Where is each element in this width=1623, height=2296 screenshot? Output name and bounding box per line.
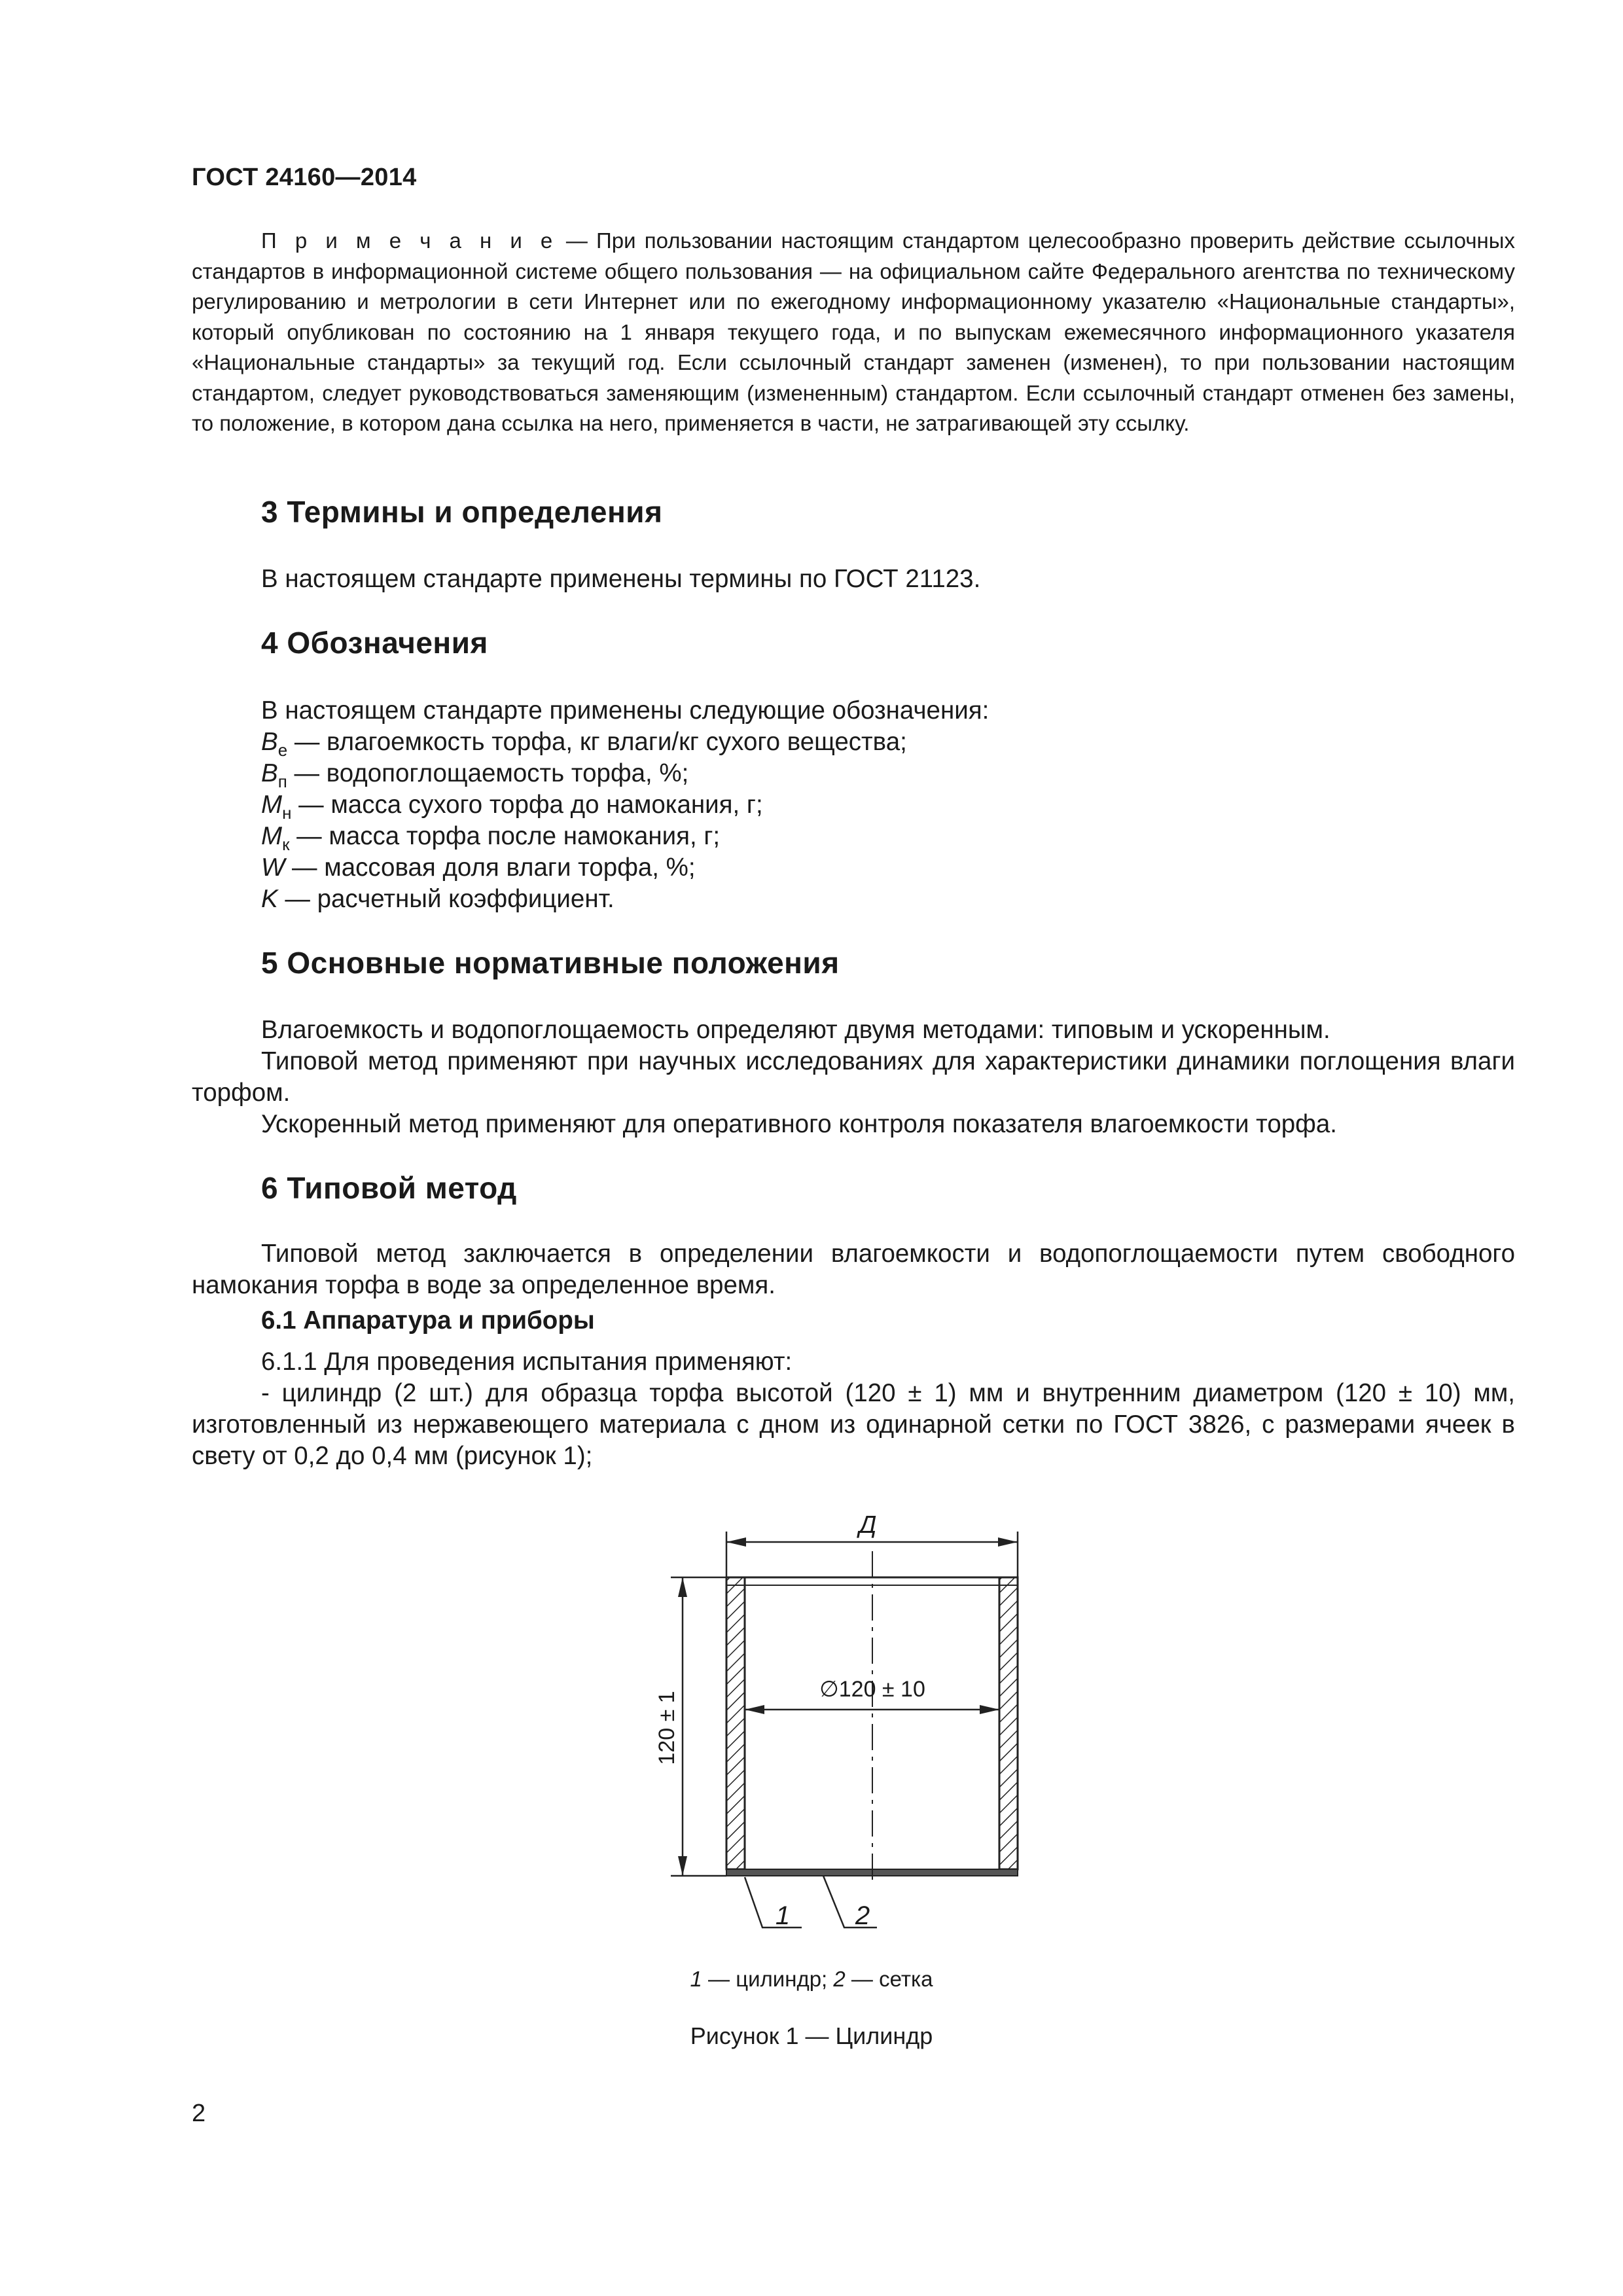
dimension-label-height: 120 ± 1 bbox=[654, 1691, 679, 1765]
cylinder-right-wall bbox=[999, 1577, 1018, 1869]
symbol-desc: — масса сухого торфа до намокания, г; bbox=[291, 791, 763, 819]
leader-label-2: 2 bbox=[855, 1901, 870, 1930]
legend-text-2: — сетка bbox=[845, 1967, 933, 1991]
section4-heading: 4 Обозначения bbox=[261, 626, 488, 660]
section5-para3: Ускоренный метод применяют для оперативного контроля показателя влагоемкости торфа. bbox=[261, 1110, 1337, 1138]
section6-para3: - цилиндр (2 шт.) для образца торфа высотой (120 ± 1) мм и внутренним диаметром (120 ± 10) мм, изготовленный из нержавеющего материала с дном из одинарной сетки по ГОСТ 3826, с размерами ячеек в свету от 0,2 до 0,4 мм (рисунок 1); bbox=[192, 1379, 1515, 1470]
symbol-line bbox=[261, 789, 763, 821]
symbol: K bbox=[261, 885, 278, 913]
section5-para2: Типовой метод применяют при научных исследованиях для характеристики динамики поглощения влаги торфом. bbox=[192, 1047, 1515, 1107]
figure-caption: Рисунок 1 — Цилиндр bbox=[690, 2022, 933, 2049]
note-paragraph bbox=[192, 226, 1515, 439]
symbol-line bbox=[261, 852, 696, 884]
cylinder-drawing bbox=[641, 1499, 1073, 1970]
section3-heading: 3 Термины и определения bbox=[261, 495, 663, 529]
section6-heading: 6 Типовой метод bbox=[261, 1171, 517, 1205]
dimension-label-diameter: ∅120 ± 10 bbox=[819, 1677, 925, 1702]
section6-para2: 6.1.1 Для проведения испытания применяют: bbox=[261, 1348, 793, 1376]
figure-legend bbox=[0, 1967, 1623, 1992]
section3-text: В настоящем стандарте применены термины по ГОСТ 21123. bbox=[261, 565, 981, 593]
section5-para1: Влагоемкость и водопоглощаемость определяют двумя методами: типовым и ускоренным. bbox=[261, 1016, 1330, 1044]
symbol-subscript: н bbox=[282, 803, 292, 823]
subsection-heading: 6.1 Аппаратура и приборы bbox=[261, 1306, 595, 1335]
symbol-subscript: e bbox=[277, 740, 288, 760]
symbol: M bbox=[261, 791, 283, 819]
symbol-desc: — расчетный коэффициент. bbox=[277, 885, 615, 913]
symbol: M bbox=[261, 822, 283, 850]
legend-num-2: 2 bbox=[833, 1967, 846, 1991]
symbol-line bbox=[261, 726, 907, 758]
leader-label-1: 1 bbox=[775, 1901, 791, 1930]
document-header: ГОСТ 24160—2014 bbox=[192, 164, 417, 191]
symbol-line bbox=[261, 821, 720, 852]
section5-heading: 5 Основные нормативные положения bbox=[261, 946, 840, 980]
symbol-subscript: к bbox=[282, 834, 290, 854]
symbol-desc: — влагоемкость торфа, кг влаги/кг сухого вещества; bbox=[287, 728, 907, 756]
symbol-line bbox=[261, 884, 615, 915]
section4-intro: В настоящем стандарте применены следующие обозначения: bbox=[261, 696, 990, 725]
symbol-line bbox=[261, 758, 688, 789]
legend-num-1: 1 bbox=[690, 1967, 702, 1991]
symbol: B bbox=[261, 759, 278, 787]
note-text: — При пользовании настоящим стандартом целесообразно проверить действие ссылочных стандартов в информационной системе общего пользования — на официальном сайте Федерального агентства по техническому регулированию и метрологии в сети Интернет или по ежегодному информационному указателю «Национальные стандарты», который опубликован по состоянию на 1 января текущего года, и по выпускам ежемесячного информационного указателя «Национальные стандарты» за текущий год. Если ссылочный стандарт заменен (изменен), то при пользовании настоящим стандартом, следует руководствоваться заменяющим (измененным) стандартом. Если ссылочный стандарт отменен без замены, то положение, в котором дана ссылка на него, применяется в части, не затрагивающей эту ссылку. bbox=[192, 228, 1515, 435]
dimension-label-d: Д bbox=[859, 1511, 877, 1539]
symbol-desc: — массовая доля влаги торфа, %; bbox=[285, 853, 696, 882]
page-number: 2 bbox=[192, 2100, 206, 2127]
section6-para1: Типовой метод заключается в определении влагоемкости и водопоглощаемости путем свободного намокания торфа в воде за определенное время. bbox=[192, 1240, 1515, 1299]
symbol-desc: — водопоглощаемость торфа, %; bbox=[287, 759, 689, 787]
legend-text-1: — цилиндр; bbox=[702, 1967, 834, 1991]
cylinder-left-wall bbox=[726, 1577, 745, 1869]
note-label: П р и м е ч а н и е bbox=[261, 228, 558, 253]
symbol: W bbox=[261, 853, 285, 882]
symbol-desc: — масса торфа после намокания, г; bbox=[289, 822, 721, 850]
symbol: B bbox=[261, 728, 278, 756]
symbol-subscript: п bbox=[277, 772, 287, 791]
